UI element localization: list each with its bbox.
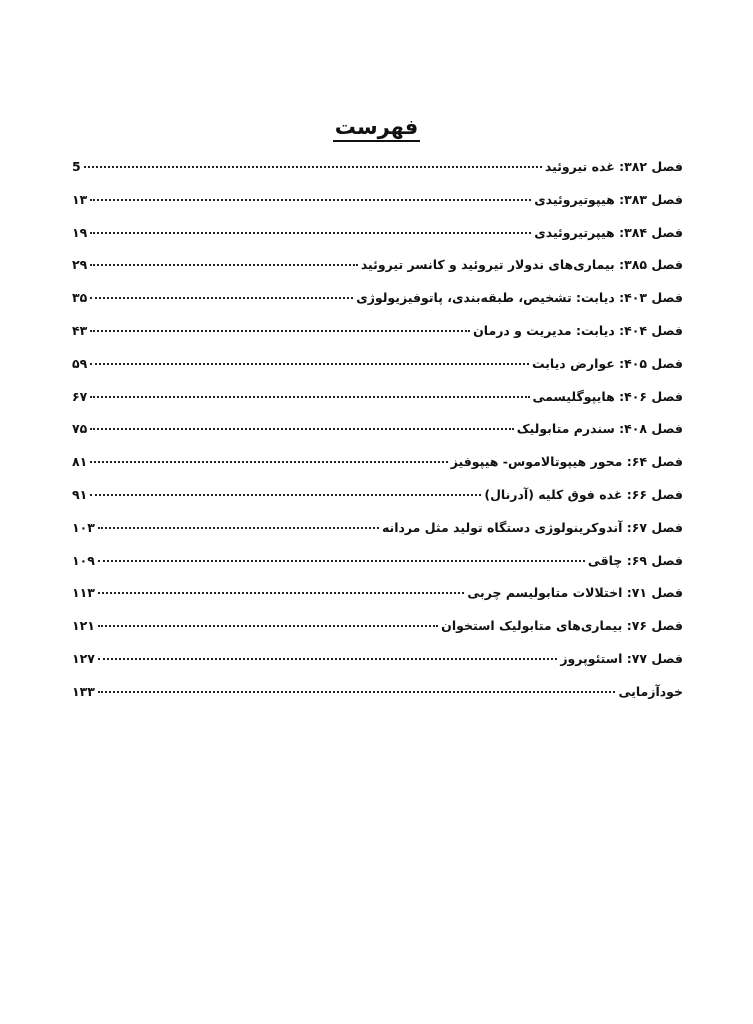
toc-entry[interactable] — [72, 315, 683, 348]
toc-entry[interactable] — [72, 217, 683, 250]
dot-leader — [90, 461, 447, 463]
toc-entry-page: ۴۳ — [72, 322, 88, 338]
toc-entry-page: ۱۹ — [72, 224, 88, 240]
toc-entry-page: ۱۰۹ — [72, 552, 95, 568]
toc-entry[interactable] — [72, 282, 683, 315]
toc-entry[interactable] — [72, 512, 683, 545]
toc-entry-page: 5 — [72, 159, 81, 174]
toc-entry[interactable] — [72, 348, 683, 381]
toc-entry-page: ۱۰۳ — [72, 519, 95, 535]
dot-leader — [90, 494, 481, 496]
dot-leader — [98, 658, 557, 660]
toc-entry-title: فصل ۶۴: محور هیپوتالاموس- هیپوفیز — [450, 454, 683, 470]
dot-leader — [90, 199, 531, 201]
toc-entry[interactable] — [72, 643, 683, 676]
toc-entry-title: فصل ۴۰۳: دیابت: تشخیص، طبقه‌بندی، پاتوفیزیولوژی — [356, 290, 683, 306]
toc-entry[interactable] — [72, 413, 683, 446]
toc-entry-title: فصل ۶۶: غده فوق کلیه (آدرنال) — [484, 486, 683, 502]
toc-entry-title: فصل ۷۷: استئوپروز — [560, 650, 683, 666]
toc-entry-page: ۱۲۱ — [72, 618, 95, 634]
toc-entry-title: فصل ۷۶: بیماری‌های متابولیک استخوان — [441, 618, 683, 634]
toc-entry-page: ۱۱۳ — [72, 585, 95, 601]
toc-entry-page: ۶۷ — [72, 388, 88, 404]
toc-entry-page: ۱۲۷ — [72, 650, 95, 666]
dot-leader — [90, 297, 353, 299]
toc-entry[interactable] — [72, 184, 683, 217]
toc-entry-page: ۹۱ — [72, 486, 88, 502]
toc-entry[interactable] — [72, 545, 683, 578]
toc-entry-title: فصل ۷۱: اختلالات متابولیسم چربی — [467, 585, 683, 601]
table-of-contents — [72, 151, 683, 709]
toc-entry[interactable] — [72, 381, 683, 414]
toc-entry[interactable] — [72, 676, 683, 709]
toc-entry-title: فصل ۳۸۵: بیماری‌های ندولار تیروئید و کانسر تیروئید — [360, 257, 683, 273]
toc-entry-title: فصل ۳۸۲: غده تیروئید — [544, 159, 683, 174]
toc-title-container — [0, 112, 753, 142]
toc-entry-title: فصل ۴۰۸: سندرم متابولیک — [516, 421, 683, 437]
dot-leader — [98, 592, 465, 594]
dot-leader — [90, 428, 513, 430]
dot-leader — [90, 396, 529, 398]
toc-entry[interactable] — [72, 151, 683, 184]
toc-entry-title: فصل ۴۰۴: دیابت: مدیریت و درمان — [473, 322, 683, 338]
toc-entry[interactable] — [72, 479, 683, 512]
toc-entry-page: ۱۳ — [72, 191, 88, 207]
toc-entry-title: فصل ۴۰۵: عوارض دیابت — [531, 355, 683, 371]
toc-entry[interactable] — [72, 610, 683, 643]
dot-leader — [98, 527, 379, 529]
toc-entry-page: ۵۹ — [72, 355, 88, 371]
dot-leader — [98, 625, 438, 627]
toc-entry-page: ۱۳۳ — [72, 683, 95, 699]
dot-leader — [98, 560, 585, 562]
toc-entry-title: فصل ۳۸۴: هیپرتیروئیدی — [534, 224, 683, 240]
dot-leader — [90, 330, 470, 332]
toc-entry-page: ۳۵ — [72, 290, 88, 306]
toc-entry-title: فصل ۴۰۶: هایپوگلیسمی — [532, 388, 683, 404]
dot-leader — [90, 264, 358, 266]
toc-entry-title: خودآزمایی — [618, 683, 683, 699]
toc-entry-page: ۸۱ — [72, 454, 88, 470]
dot-leader — [84, 166, 542, 168]
dot-leader — [98, 691, 616, 693]
toc-entry-title: فصل ۶۹: چاقی — [587, 552, 683, 568]
toc-entry-title: فصل ۳۸۳: هیپوتیروئیدی — [534, 191, 683, 207]
dot-leader — [90, 363, 529, 365]
toc-title: فهرست — [333, 115, 421, 142]
toc-entry[interactable] — [72, 577, 683, 610]
toc-entry[interactable] — [72, 446, 683, 479]
dot-leader — [90, 232, 531, 234]
toc-entry-title: فصل ۶۷: آندوکرینولوژی دستگاه تولید مثل مردانه — [381, 519, 683, 535]
toc-entry-page: ۷۵ — [72, 421, 88, 437]
toc-entry[interactable] — [72, 249, 683, 282]
toc-entry-page: ۲۹ — [72, 257, 88, 273]
